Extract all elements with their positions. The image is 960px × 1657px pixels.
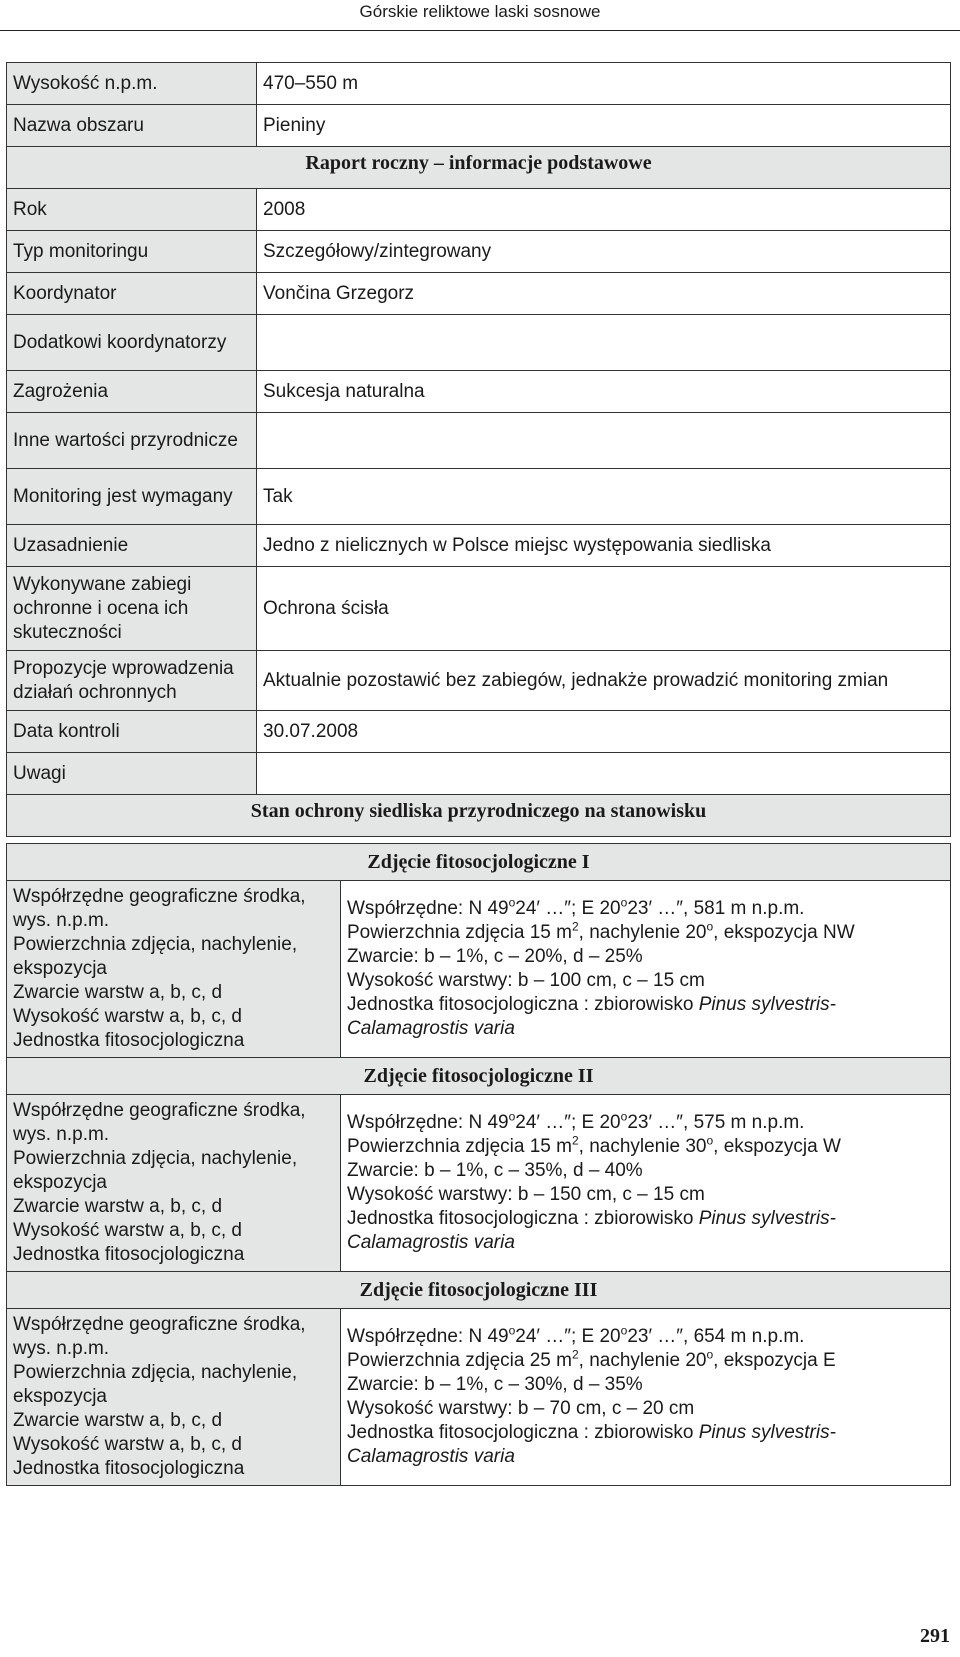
photo-2-labels <box>7 1095 341 1272</box>
photo-1-cover: Zwarcie: b – 1%, c – 20%, d – 25% <box>347 946 643 967</box>
row-report-title <box>7 147 951 189</box>
photo-2-row <box>7 1095 951 1272</box>
protection-actions-label: Wykonywane zabiegi ochronne i ocena ich skuteczności <box>7 567 257 651</box>
row-altitude <box>7 63 951 105</box>
photo-2-unit: Jednostka fitosocjologiczna : zbiorowisko Pinus sylvestris-Calamagrostis varia <box>347 1208 836 1253</box>
photo-label-unit: Jednostka fitosocjologiczna <box>13 1458 245 1479</box>
photo-label-unit: Jednostka fitosocjologiczna <box>13 1244 245 1265</box>
row-stan-title <box>7 795 951 837</box>
control-date-value: 30.07.2008 <box>257 711 951 753</box>
control-date-label: Data kontroli <box>7 711 257 753</box>
photo-2-values <box>341 1095 951 1272</box>
row-monitoring-type <box>7 231 951 273</box>
photo-label-height: Wysokość warstw a, b, c, d <box>13 1220 242 1241</box>
monitoring-type-value: Szczegółowy/zintegrowany <box>257 231 951 273</box>
photo-1-area: Powierzchnia zdjęcia 15 $m^2$, nachylenie 20$^o$, ekspozycja NW <box>347 919 855 943</box>
row-other-values <box>7 413 951 469</box>
proposals-label: Propozycje wprowadzenia działań ochronnych <box>7 651 257 711</box>
photo-3-values <box>341 1309 951 1486</box>
row-threats <box>7 371 951 413</box>
photo-3-unit: Jednostka fitosocjologiczna : zbiorowisko Pinus sylvestris-Calamagrostis varia <box>347 1422 836 1467</box>
page-number: 291 <box>920 1625 950 1647</box>
photo-3-row <box>7 1309 951 1486</box>
monitoring-required-label: Monitoring jest wymagany <box>7 469 257 525</box>
area-name-value: Pieniny <box>257 105 951 147</box>
remarks-value <box>257 753 951 795</box>
photos-table <box>6 843 951 1486</box>
photo-label-unit: Jednostka fitosocjologiczna <box>13 1030 245 1051</box>
justification-label: Uzasadnienie <box>7 525 257 567</box>
row-remarks <box>7 753 951 795</box>
photo-label-area: Powierzchnia zdjęcia, nachylenie, ekspozycja <box>13 934 298 979</box>
photo-3-area: Powierzchnia zdjęcia 25 $m^2$, nachylenie 20$^o$, ekspozycja E <box>347 1347 836 1371</box>
threats-value: Sukcesja naturalna <box>257 371 951 413</box>
photo-2-title: Zdjęcie fitosocjologiczne II <box>7 1058 951 1095</box>
row-year <box>7 189 951 231</box>
photo-1-height: Wysokość warstwy: b – 100 cm, c – 15 cm <box>347 970 705 991</box>
photo-label-cover: Zwarcie warstw a, b, c, d <box>13 982 223 1003</box>
year-value: 2008 <box>257 189 951 231</box>
photo-label-coords: Współrzędne geograficzne środka, wys. n.p.m. <box>13 886 306 931</box>
other-values-value <box>257 413 951 469</box>
coordinator-value: Vončina Grzegorz <box>257 273 951 315</box>
photo-2-area: Powierzchnia zdjęcia 15 $m^2$, nachylenie 30$^o$, ekspozycja W <box>347 1133 841 1157</box>
photo-3-coords: Współrzędne: N 49$^o$24′ …″; E 20$^o$23′ …″, 654 m n.p.m. <box>347 1323 805 1347</box>
altitude-value: 470–550 m <box>257 63 951 105</box>
row-area-name <box>7 105 951 147</box>
photo-1-values <box>341 881 951 1058</box>
row-extra-coordinators <box>7 315 951 371</box>
photo-1-row <box>7 881 951 1058</box>
year-label: Rok <box>7 189 257 231</box>
monitoring-type-label: Typ monitoringu <box>7 231 257 273</box>
photo-2-title-row <box>7 1058 951 1095</box>
running-header <box>0 0 960 31</box>
photo-1-title-row <box>7 844 951 881</box>
other-values-label: Inne wartości przyrodnicze <box>7 413 257 469</box>
photo-label-cover: Zwarcie warstw a, b, c, d <box>13 1196 223 1217</box>
photo-1-coords: Współrzędne: N 49$^o$24′ …″; E 20$^o$23′ …″, 581 m n.p.m. <box>347 895 805 919</box>
photo-label-coords: Współrzędne geograficzne środka, wys. n.p.m. <box>13 1100 306 1145</box>
photo-2-cover: Zwarcie: b – 1%, c – 35%, d – 40% <box>347 1160 643 1181</box>
report-title: Raport roczny – informacje podstawowe <box>7 147 951 189</box>
photo-label-area: Powierzchnia zdjęcia, nachylenie, ekspozycja <box>13 1362 298 1407</box>
photo-1-title: Zdjęcie fitosocjologiczne I <box>7 844 951 881</box>
row-coordinator <box>7 273 951 315</box>
photo-label-area: Powierzchnia zdjęcia, nachylenie, ekspozycja <box>13 1148 298 1193</box>
protection-actions-value: Ochrona ścisła <box>257 567 951 651</box>
photo-1-unit: Jednostka fitosocjologiczna : zbiorowisko Pinus sylvestris-Calamagrostis varia <box>347 994 836 1039</box>
proposals-value: Aktualnie pozostawić bez zabiegów, jednakże prowadzić monitoring zmian <box>257 651 951 711</box>
photo-label-cover: Zwarcie warstw a, b, c, d <box>13 1410 223 1431</box>
monitoring-required-value: Tak <box>257 469 951 525</box>
row-monitoring-required <box>7 469 951 525</box>
justification-value: Jedno z nielicznych w Polsce miejsc występowania siedliska <box>257 525 951 567</box>
coordinator-label: Koordynator <box>7 273 257 315</box>
photo-3-title: Zdjęcie fitosocjologiczne III <box>7 1272 951 1309</box>
remarks-label: Uwagi <box>7 753 257 795</box>
row-proposals <box>7 651 951 711</box>
area-name-label: Nazwa obszaru <box>7 105 257 147</box>
photo-3-height: Wysokość warstwy: b – 70 cm, c – 20 cm <box>347 1398 695 1419</box>
row-control-date <box>7 711 951 753</box>
running-header-title: Górskie reliktowe laski sosnowe <box>359 2 601 21</box>
report-table <box>6 62 951 837</box>
photo-3-cover: Zwarcie: b – 1%, c – 30%, d – 35% <box>347 1374 643 1395</box>
row-justification <box>7 525 951 567</box>
altitude-label: Wysokość n.p.m. <box>7 63 257 105</box>
photo-label-height: Wysokość warstw a, b, c, d <box>13 1434 242 1455</box>
monitoring-sheet <box>6 62 950 1486</box>
photo-1-labels <box>7 881 341 1058</box>
photo-label-coords: Współrzędne geograficzne środka, wys. n.p.m. <box>13 1314 306 1359</box>
photo-label-height: Wysokość warstw a, b, c, d <box>13 1006 242 1027</box>
stan-title: Stan ochrony siedliska przyrodniczego na stanowisku <box>7 795 951 837</box>
threats-label: Zagrożenia <box>7 371 257 413</box>
photo-3-labels <box>7 1309 341 1486</box>
row-protection-actions <box>7 567 951 651</box>
photo-2-coords: Współrzędne: N 49$^o$24′ …″; E 20$^o$23′ …″, 575 m n.p.m. <box>347 1109 805 1133</box>
photo-2-height: Wysokość warstwy: b – 150 cm, c – 15 cm <box>347 1184 705 1205</box>
photo-3-title-row <box>7 1272 951 1309</box>
extra-coordinators-value <box>257 315 951 371</box>
extra-coordinators-label: Dodatkowi koordynatorzy <box>7 315 257 371</box>
